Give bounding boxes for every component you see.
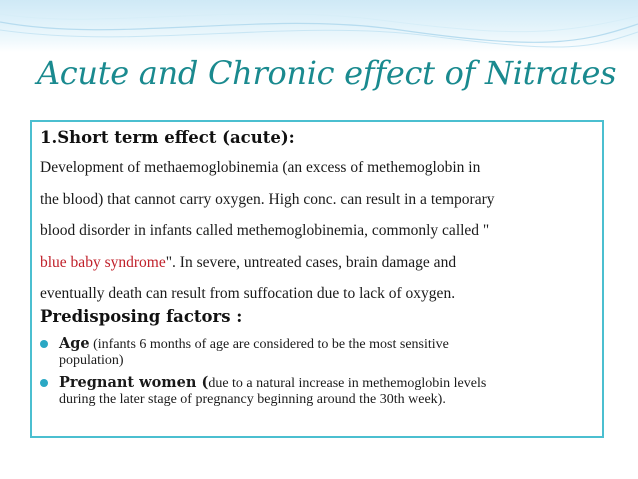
list-item bbox=[32, 336, 602, 369]
highlighted-term: blue baby syndrome bbox=[40, 253, 166, 271]
bullet-strong-text: Age bbox=[59, 335, 90, 352]
paragraph-line bbox=[40, 247, 600, 279]
bullet-text: due to a natural increase in methemoglobin levels bbox=[208, 376, 487, 391]
content-box bbox=[30, 120, 604, 438]
paragraph-text: ". In severe, untreated cases, brain damage and bbox=[165, 253, 457, 271]
wave-decoration-icon bbox=[0, 0, 638, 52]
section-heading-acute: 1.Short term effect (acute): bbox=[40, 128, 295, 147]
paragraph-line: blood disorder in infants called methemoglobinemia, commonly called " bbox=[40, 222, 490, 239]
predisposing-factors-list bbox=[32, 336, 602, 408]
paragraph-line: the blood) that cannot carry oxygen. High conc. can result in a temporary bbox=[40, 190, 495, 208]
bullet-line: population) bbox=[59, 353, 124, 368]
slide-title: Acute and Chronic effect of Nitrates bbox=[37, 54, 617, 92]
header-decorative-band bbox=[0, 0, 638, 52]
bullet-line bbox=[59, 336, 602, 353]
filled-circle-icon bbox=[40, 340, 48, 348]
filled-circle-icon bbox=[40, 379, 48, 387]
bullet-strong-text: Pregnant women ( bbox=[59, 374, 209, 391]
paragraph-line: eventually death can result from suffocation due to lack of oxygen. bbox=[40, 285, 456, 302]
bullet-text: (infants 6 months of age are considered to be the most sensitive bbox=[89, 337, 449, 352]
section-heading-predisposing-factors: Predisposing factors : bbox=[40, 307, 243, 326]
bullet-line bbox=[59, 375, 602, 392]
paragraph-line: Development of methaemoglobinemia (an excess of methemoglobin in bbox=[40, 159, 481, 176]
list-item bbox=[32, 375, 602, 408]
acute-description-paragraph bbox=[40, 152, 600, 310]
bullet-line: during the later stage of pregnancy beginning around the 30th week). bbox=[59, 392, 446, 407]
